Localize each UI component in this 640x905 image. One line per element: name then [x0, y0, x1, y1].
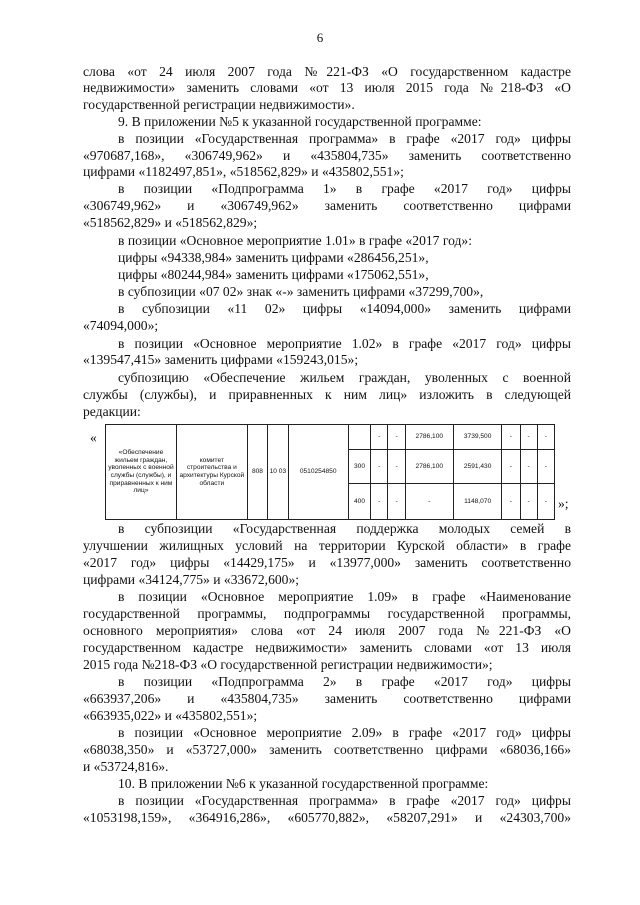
text-line: «1053198,159», «364916,286», «605770,882», «58207,291» и «24303,700» [83, 810, 571, 825]
table-rzpr-cell: 10 03 [268, 425, 288, 520]
text-line: цифры «94338,984» заменить цифрами «286456,251», [118, 250, 429, 265]
text-line: службы (службы), и приравненных к ним лиц» изложить в следующей [83, 387, 571, 402]
text-line: «74094,000»; [83, 318, 159, 333]
table-executor-cell: комитет строительства и архитектуры Курской области [176, 425, 247, 520]
table-cell: - [537, 484, 554, 520]
table-cell: - [502, 484, 520, 520]
text-line: улучшении жилищных условий на территории Курской области» в графе [83, 538, 571, 553]
text-line: «663937,206» и «435804,735» заменить соответственно цифрами [83, 691, 571, 706]
text-line: в субпозиции «07 02» знак «-» заменить цифрами «37299,700», [118, 284, 484, 299]
table-cell: 2591,430 [453, 450, 501, 484]
text-line: в позиции «Основное мероприятие 1.01» в графе «2017 год»: [118, 233, 473, 248]
table-cell: - [388, 450, 405, 484]
text-line: цифры «80244,984» заменить цифрами «175062,551», [118, 267, 429, 282]
text-line: в позиции «Подпрограмма 1» в графе «2017 год» цифры [118, 181, 571, 196]
table-cell [348, 425, 371, 450]
table-cell: - [388, 484, 405, 520]
table-cell: 3739,500 [453, 425, 501, 450]
text-line: «663935,022» и «435802,551»; [83, 708, 258, 723]
table-cell: - [371, 425, 388, 450]
text-line: «68038,350» и «53727,000» заменить соответственно цифрами «68036,166» [83, 742, 571, 757]
table-cell: 300 [348, 450, 371, 484]
text-line: редакции: [83, 404, 141, 419]
text-line: в позиции «Основное мероприятие 1.09» в графе «Наименование [118, 589, 571, 604]
text-line: цифрами «34124,775» и «33672,600»; [83, 572, 300, 587]
text-line: «2017 год» цифры «14429,175» и «13977,000» заменить соответственно [83, 555, 571, 570]
text-line: в позиции «Основное мероприятие 2.09» в графе «2017 год» цифры [118, 725, 571, 740]
table-cell: - [371, 450, 388, 484]
text-line: «518562,829» и «518562,829»; [83, 215, 258, 230]
text-line: в позиции «Подпрограмма 2» в графе «2017 год» цифры [118, 674, 571, 689]
text-line: 9. В приложении №5 к указанной государственной программе: [118, 114, 482, 129]
table-name-cell: «Обеспечение жильем граждан, уволенных с военной службы (службы), и приравненных к ним лиц» [106, 425, 177, 520]
table-cell: - [502, 425, 520, 450]
table-cell: 1148,070 [453, 484, 501, 520]
text-line: в позиции «Государственная программа» в графе «2017 год» цифры [118, 793, 571, 808]
text-line: «139547,415» заменить цифрами «159243,015»; [83, 352, 359, 367]
table-cell: - [502, 450, 520, 484]
text-line: 10. В приложении №6 к указанной государственной программе: [118, 776, 489, 791]
table-csr-cell: 0510254850 [288, 425, 348, 520]
text-line: «970687,168», «306749,962» и «435804,735» заменить соответственно [83, 148, 571, 163]
text-line: 2015 года №218-ФЗ «О государственной регистрации недвижимости»; [83, 657, 493, 672]
table-cell: 2786,100 [405, 425, 453, 450]
text-line: в субпозиции «Государственная поддержка молодых семей в [118, 521, 571, 536]
table-cell: 400 [348, 484, 371, 520]
text-line: государственной программы, подпрограммы государственной программы, [83, 606, 571, 621]
text-line: в субпозиции «11 02» цифры «14094,000» заменить цифрами [118, 301, 571, 316]
text-line: государственной регистрации недвижимости». [83, 97, 355, 112]
page-number: 6 [316, 30, 324, 45]
table-cell: - [371, 484, 388, 520]
text-line: недвижимости» заменить словами «от 13 июля 2015 года №218-ФЗ «О [83, 80, 571, 95]
table-cell: - [520, 450, 537, 484]
quote-open: « [90, 430, 97, 445]
text-line: в позиции «Основное мероприятие 1.02» в графе «2017 год» цифры [118, 336, 571, 351]
quote-close: »; [558, 496, 569, 511]
table-cell: 2786,100 [405, 450, 453, 484]
text-line: основного мероприятия» слова «от 24 июля 2007 года №221-ФЗ «О [83, 623, 571, 638]
table-cell: - [537, 425, 554, 450]
text-line: слова «от 24 июля 2007 года №221-ФЗ «О государственном кадастре [83, 64, 571, 79]
text-line: субпозицию «Обеспечение жильем граждан, уволенных с военной [118, 370, 571, 385]
text-line: «306749,962» и «306749,962» заменить соответственно цифрами [83, 198, 571, 213]
table-grbs-cell: 808 [247, 425, 267, 520]
text-line: цифрами «1182497,851», «518562,829» и «435802,551»; [83, 164, 404, 179]
text-line: государственном кадастре недвижимости» заменить словами «от 13 июля [83, 640, 571, 655]
table-cell: - [388, 425, 405, 450]
table-cell: - [537, 450, 554, 484]
table-cell: - [520, 425, 537, 450]
subposition-table [105, 424, 555, 520]
text-line: в позиции «Государственная программа» в графе «2017 год» цифры [118, 131, 571, 146]
table-cell: - [405, 484, 453, 520]
text-line: и «53724,816». [83, 759, 169, 774]
table-cell: - [520, 484, 537, 520]
